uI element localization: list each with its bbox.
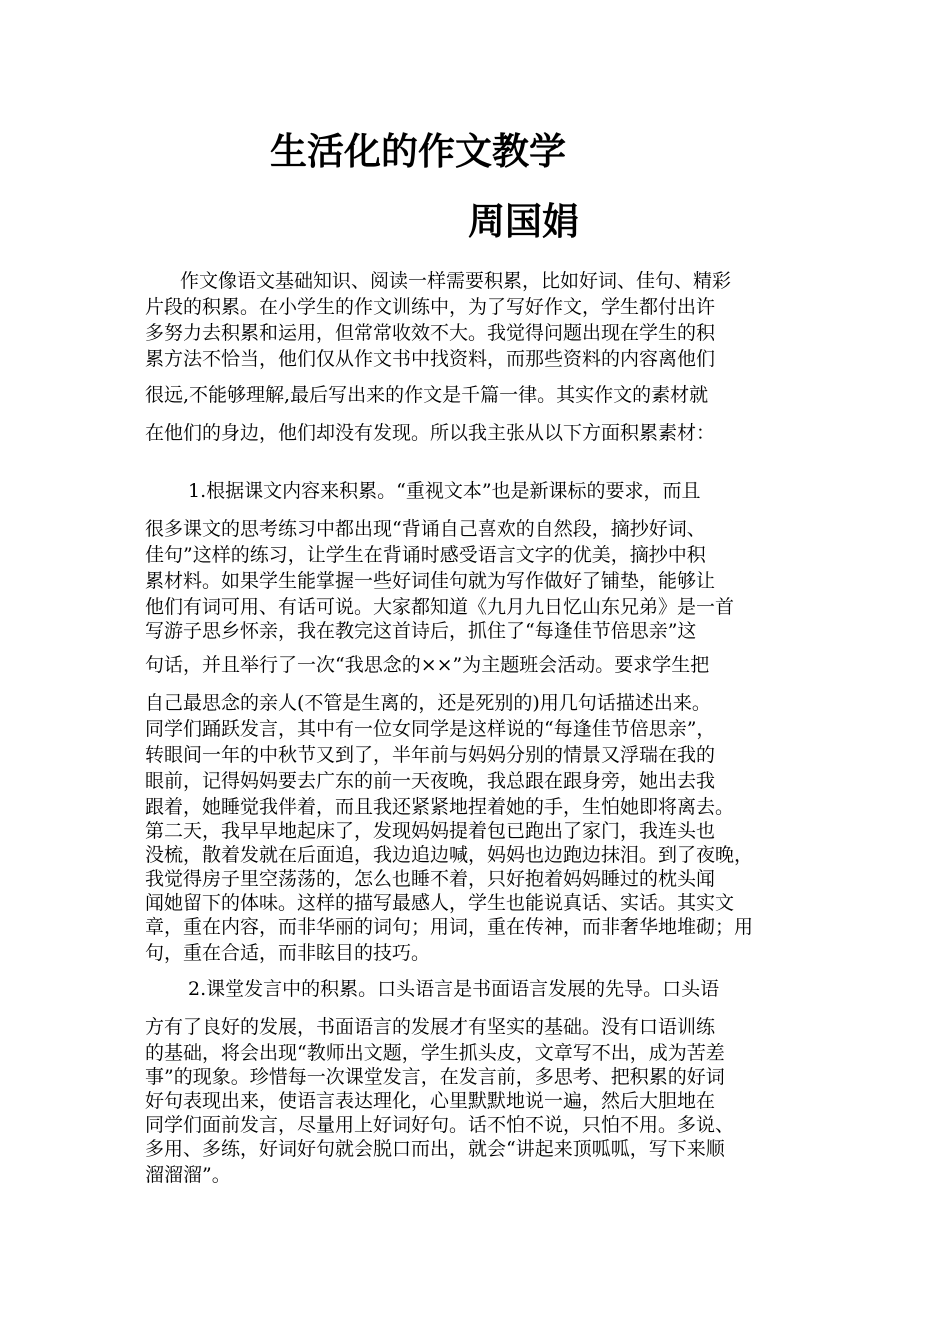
text-line: 跟着，她睡觉我伴着，而且我还紧紧地捏着她的手，生怕她即将离去。 <box>145 796 735 818</box>
text-line: 累材料。如果学生能掌握一些好词佳句就为写作做好了铺垫，能够让 <box>145 570 716 592</box>
text-line: 句，重在合适，而非眩目的技巧。 <box>145 942 431 964</box>
text-line: 转眼间一年的中秋节又到了，半年前与妈妈分别的情景又浮瑞在我的 <box>145 744 716 766</box>
text-line: 章，重在内容，而非华丽的词句；用词，重在传神，而非奢华地堆砌；用 <box>145 916 754 938</box>
text-line: 方有了良好的发展，书面语言的发展才有坚实的基础。没有口语训练 <box>145 1016 716 1038</box>
text-line: 同学们踊跃发言，其中有一位女同学是这样说的“每逢佳节倍思亲”， <box>145 718 716 740</box>
text-line: 自己最思念的亲人(不管是生离的，还是死别的)用几句话描述出来。 <box>145 692 711 714</box>
text-line: 同学们面前发言，尽量用上好词好句。话不怕不说，只怕不用。多说、 <box>145 1114 735 1136</box>
text-line: 多用、多练，好词好句就会脱口而出，就会“讲起来顶呱呱，写下来顺 <box>145 1138 725 1160</box>
document-author: 周国娟 <box>468 200 579 243</box>
text-line: 没梳，散着发就在后面追，我边追边喊，妈妈也边跑边抹泪。到了夜晚， <box>145 844 754 866</box>
text-line: 眼前，记得妈妈要去广东的前一天夜晚，我总跟在跟身旁，她出去我 <box>145 770 716 792</box>
text-line: 很远,不能够理解,最后写出来的作文是千篇一律。其实作文的素材就 <box>145 384 709 406</box>
text-line: 他们有词可用、有话可说。大家都知道《九月九日忆山东兄弟》是一首 <box>145 596 735 618</box>
text-line: 句话，并且举行了一次“我思念的××”为主题班会活动。要求学生把 <box>145 654 710 676</box>
text-line: 的基础，将会出现“教师出文题，学生抓头皮，文章写不出，成为苦差 <box>145 1042 725 1064</box>
text-line: 在他们的身边，他们却没有发现。所以我主张从以下方面积累素材： <box>145 422 716 444</box>
text-line: 我觉得房子里空荡荡的，怎么也睡不着，只好抱着妈妈睡过的枕头闻 <box>145 868 716 890</box>
text-line: 事”的现象。珍惜每一次课堂发言，在发言前，多思考、把积累的好词 <box>145 1066 725 1088</box>
text-line: 溜溜溜”。 <box>145 1164 231 1186</box>
document-title: 生活化的作文教学 <box>270 130 566 173</box>
text-line: 佳句”这样的练习，让学生在背诵时感受语言文字的优美，摘抄中积 <box>145 544 706 566</box>
text-line: 闻她留下的体味。这样的描写最感人，学生也能说真话、实话。其实文 <box>145 892 735 914</box>
text-line: 1.根据课文内容来积累。“重视文本”也是新课标的要求，而且 <box>188 480 701 502</box>
text-line: 多努力去积累和运用，但常常收效不大。我觉得问题出现在学生的积 <box>145 322 716 344</box>
text-line: 很多课文的思考练习中都出现“背诵自己喜欢的自然段，摘抄好词、 <box>145 518 706 540</box>
text-line: 片段的积累。在小学生的作文训练中，为了写好作文，学生都付出许 <box>145 296 716 318</box>
text-line: 累方法不恰当，他们仅从作文书中找资料，而那些资料的内容离他们 <box>145 348 716 370</box>
text-line: 第二天，我早早地起床了，发现妈妈提着包已跑出了家门，我连头也 <box>145 820 716 842</box>
text-line: 作文像语文基础知识、阅读一样需要积累，比如好词、佳句、精彩 <box>180 270 732 292</box>
text-line: 写游子思乡怀亲，我在教完这首诗后，抓住了“每逢佳节倍思亲”这 <box>145 620 697 642</box>
text-line: 好句表现出来，使语言表达理化，心里默默地说一遍，然后大胆地在 <box>145 1090 716 1112</box>
text-line: 2.课堂发言中的积累。口头语言是书面语言发展的先导。口头语 <box>188 978 720 1000</box>
